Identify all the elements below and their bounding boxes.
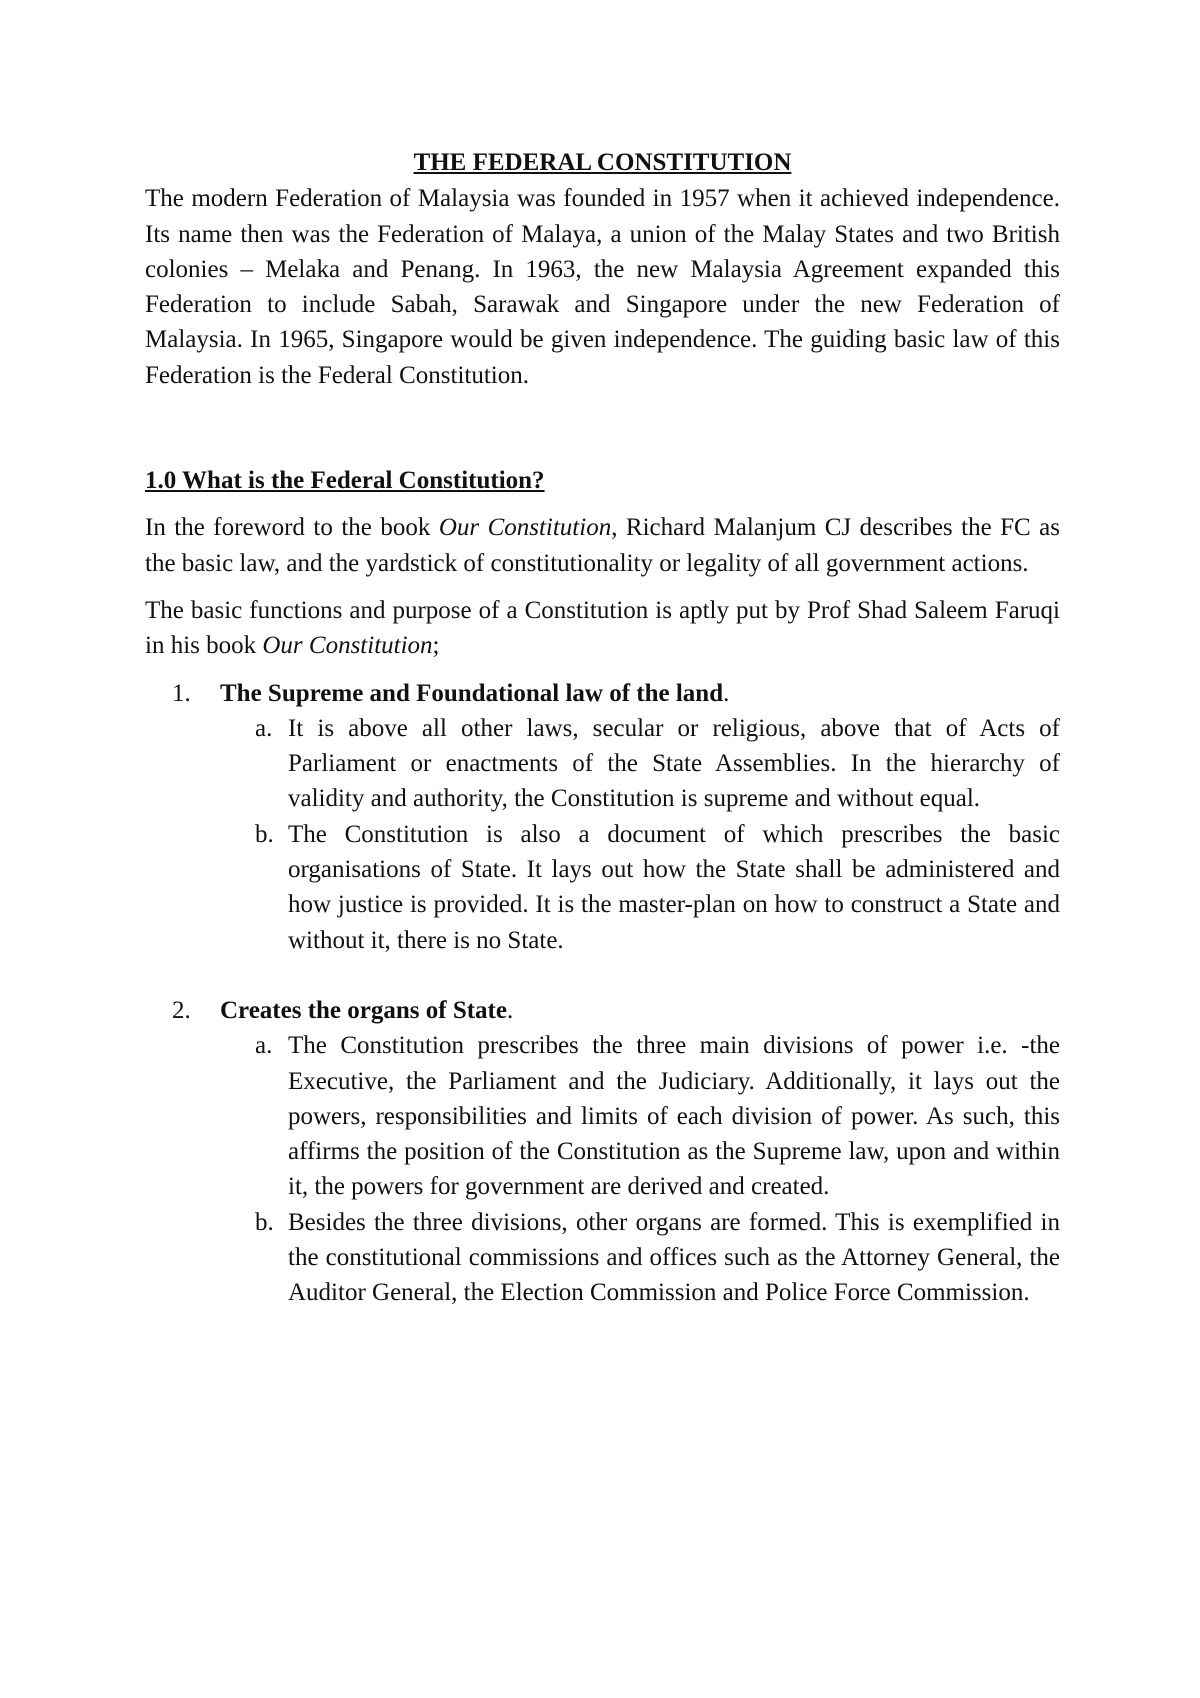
sub-item-letter: b. — [255, 820, 274, 848]
sub-item-letter: b. — [255, 1208, 274, 1236]
book-title-italic: Our Constitution — [438, 514, 612, 542]
functions-list — [145, 676, 1060, 1311]
document-page — [145, 145, 1060, 1311]
sub-list — [220, 711, 1060, 958]
list-item-title: Creates the organs of State — [220, 996, 507, 1024]
foreword-text-end: , Richard Malanjum CJ describes the FC as the basic law, and the yardstick of constitutionality or legality of all government actions. — [145, 514, 1061, 577]
sub-item-text: The Constitution prescribes the three main divisions of power i.e. -the Executive, the Parliament and the Judiciary. Additionally, it lays out the powers, responsibilities and limits of each division of power. As such, this affirms the position of the Constitution as the Supreme law, upon and within it, the powers for government are derived and created. — [288, 1032, 1060, 1201]
book-title-italic: Our Constitution — [262, 632, 433, 660]
list-item-title-line — [220, 993, 1060, 1028]
sub-item — [218, 817, 1060, 958]
list-item-title-line — [220, 676, 1060, 711]
list-item-title: The Supreme and Foundational law of the land — [220, 679, 724, 707]
intro-paragraph: The modern Federation of Malaysia was founded in 1957 when it achieved independence. Its name then was the Federation of Malaya, a union of the Malay States and two British colonies – Melaka and Penang. In 1963, the new Malaysia Agreement expanded this Federation to include Sabah, Sarawak and Singapore under the new Federation of Malaysia. In 1965, Singapore would be given independence. The guiding basic law of this Federation is the Federal Constitution. — [145, 185, 1060, 389]
section-heading: 1.0 What is the Federal Constitution? — [145, 467, 545, 495]
functions-paragraph — [145, 593, 1060, 664]
foreword-paragraph — [145, 510, 1060, 581]
foreword-text-start: In the foreword to the book — [145, 514, 439, 542]
sub-item-letter: a. — [255, 714, 273, 742]
sub-item — [218, 1028, 1060, 1204]
list-number: 2. — [172, 996, 191, 1024]
sub-item-letter: a. — [255, 1032, 273, 1060]
list-item-organs-of-state — [145, 993, 1060, 1311]
sub-item-text: Besides the three divisions, other organs are formed. This is exemplified in the constitutional commissions and offices such as the Attorney General, the Auditor General, the Election Commission and Police Force Commission. — [288, 1208, 1060, 1307]
functions-text-start: The basic functions and purpose of a Constitution is aptly put by Prof Shad Saleem Faruqi in his book — [145, 596, 1060, 660]
sub-list — [220, 1028, 1060, 1310]
sub-item — [218, 711, 1060, 817]
sub-item-text: The Constitution is also a document of which prescribes the basic organisations of State. It lays out how the State shall be administered and how justice is provided. It is the master-plan on how to construct a State and without it, there is no State. — [288, 820, 1060, 954]
list-item-title-period: . — [723, 679, 730, 707]
list-item-title-period: . — [506, 996, 514, 1024]
list-item-supreme-law — [145, 676, 1060, 958]
document-title: THE FEDERAL CONSTITUTION — [413, 149, 792, 176]
sub-item — [218, 1205, 1060, 1311]
list-number: 1. — [172, 679, 191, 707]
sub-item-text: It is above all other laws, secular or religious, above that of Acts of Parliament or enactments of the State Assemblies. In the hierarchy of validity and authority, the Constitution is supreme and without equal. — [288, 714, 1060, 813]
functions-text-end: ; — [432, 632, 440, 660]
